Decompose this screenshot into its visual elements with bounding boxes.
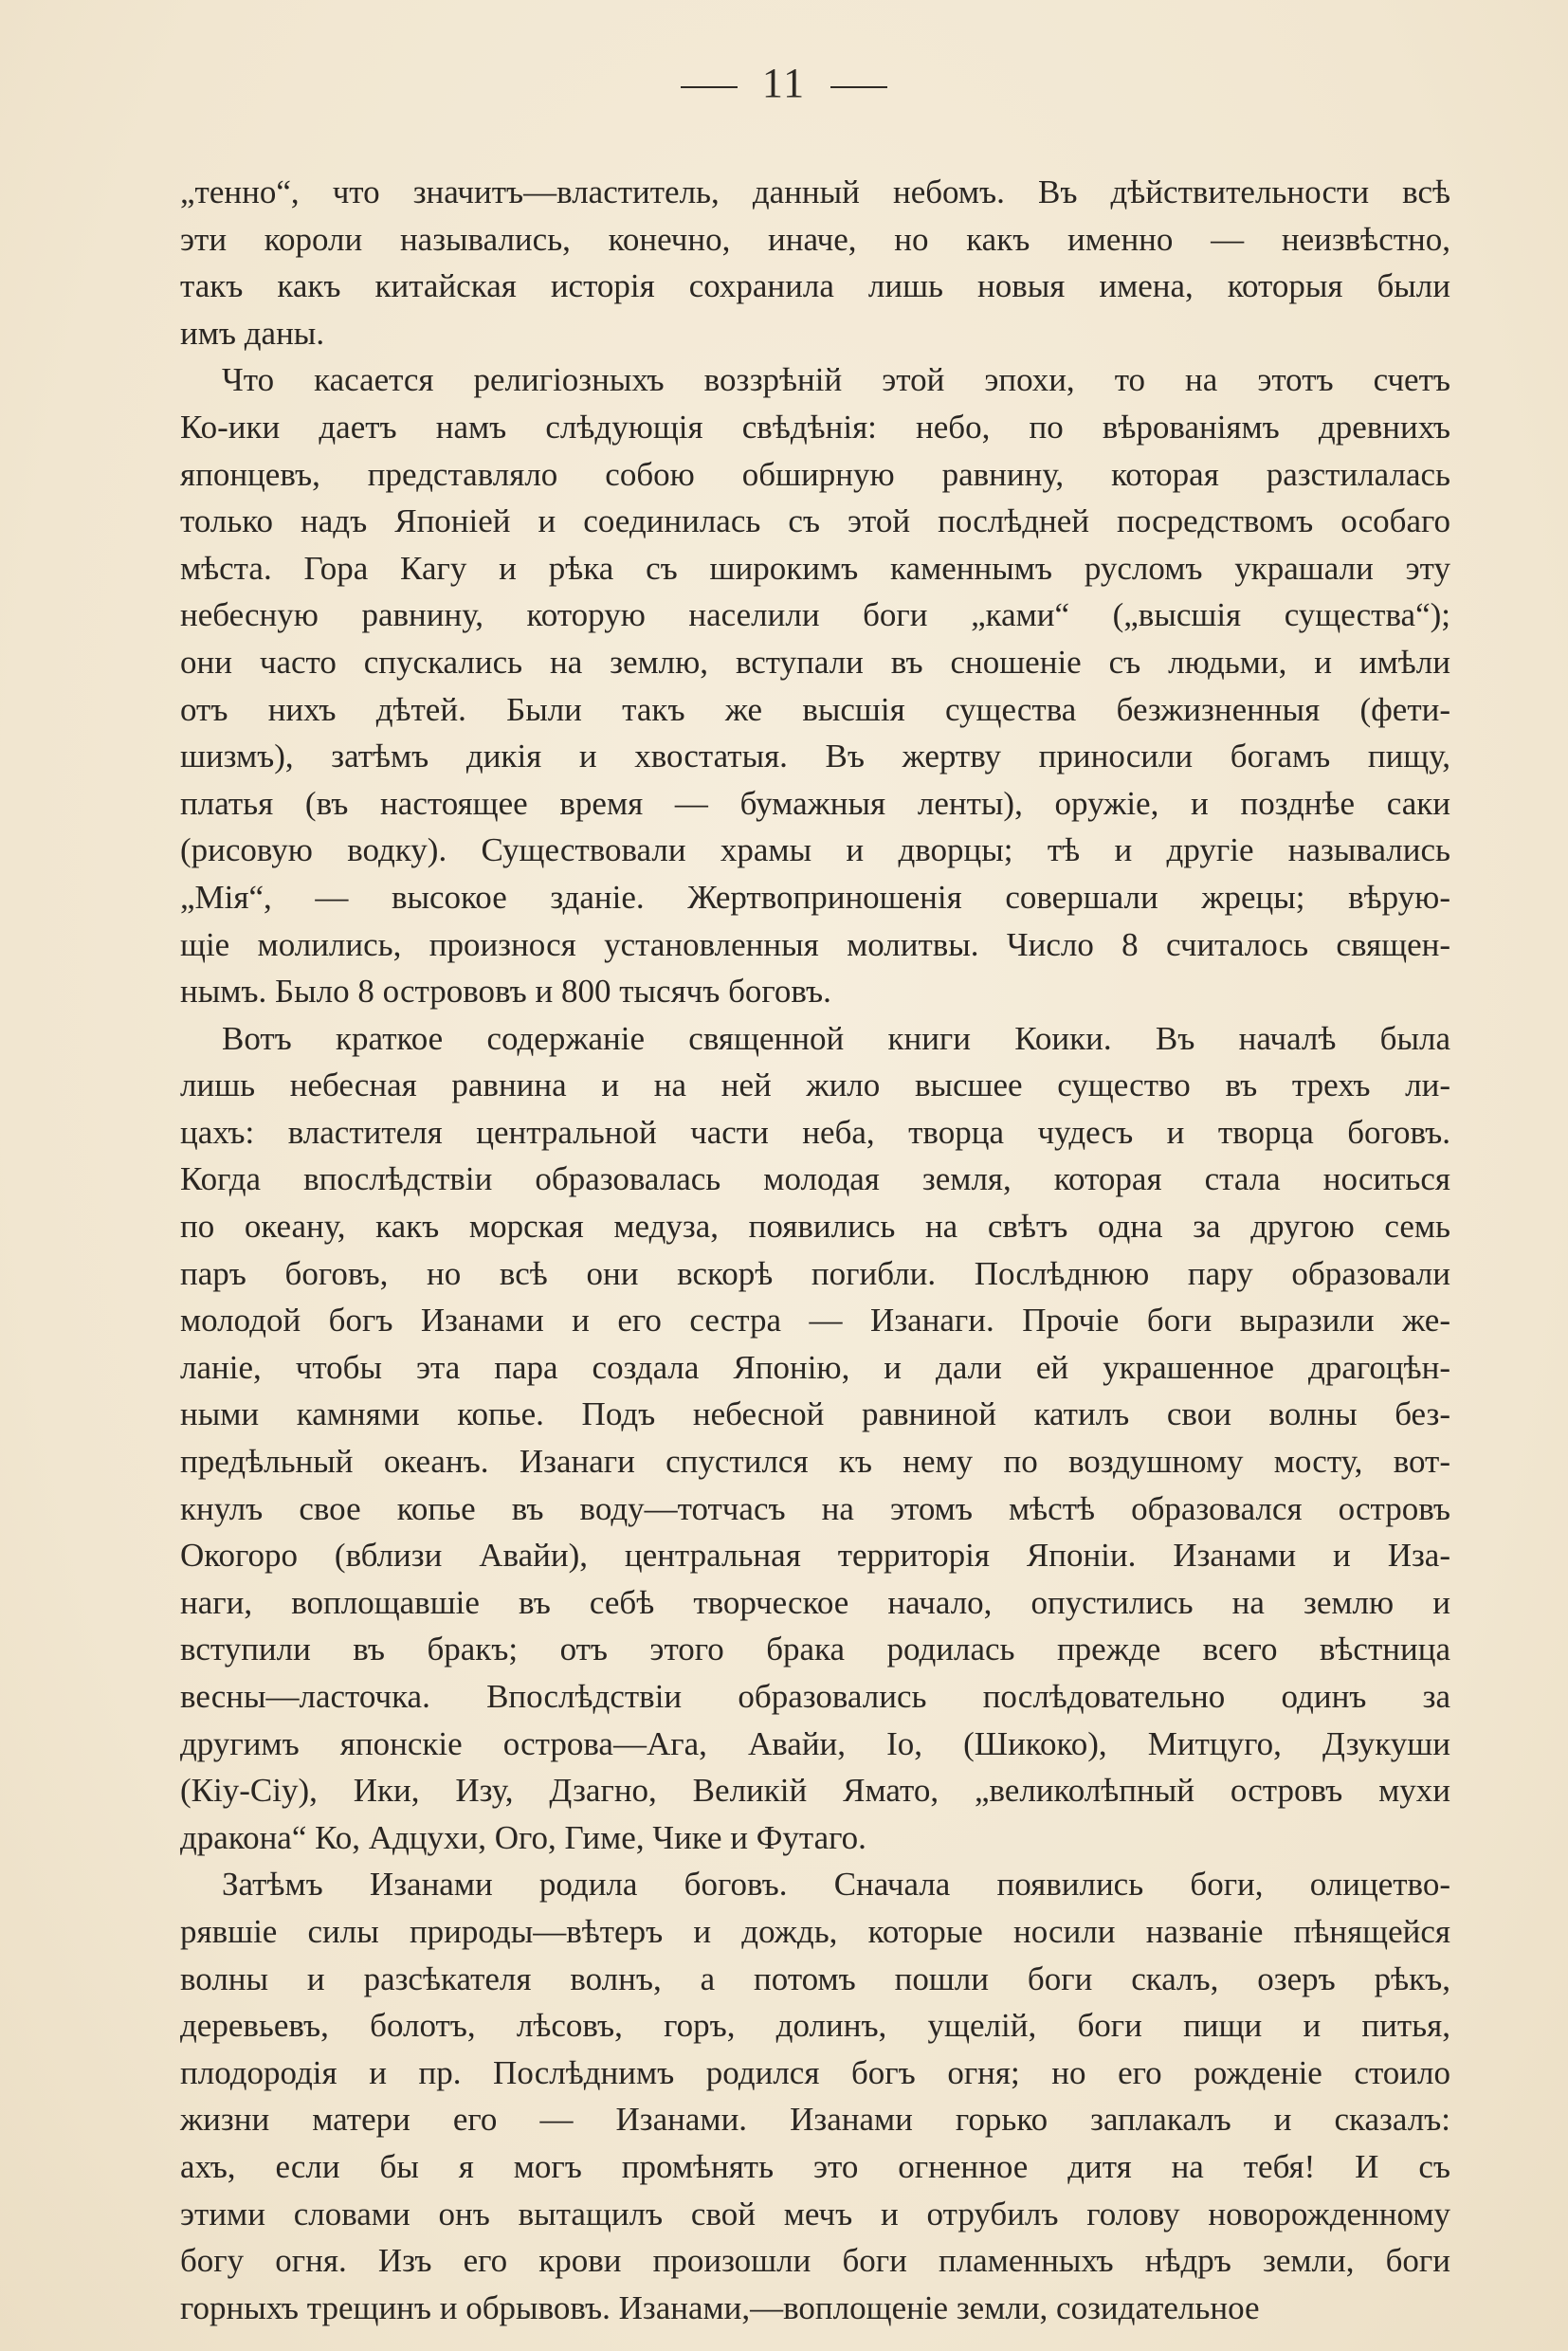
text-line: другимъ японскіе острова—Ага, Авайи, Іо, (Шикоко), Митцуго, Дзукуши	[180, 1724, 1450, 1762]
text-line: щіе молились, произнося установленныя молитвы. Число 8 считалось священ-	[180, 925, 1450, 963]
text-line: небесную равнину, которую населили боги „ками“ („высшія существа“);	[180, 596, 1450, 634]
text-line: ахъ, если бы я могъ промѣнять это огненное дитя на тебя! И съ	[180, 2147, 1450, 2185]
text-line: молодой богъ Изанами и его сестра — Изанаги. Прочіе боги выразили же-	[180, 1302, 1450, 1340]
paragraph	[180, 169, 1450, 356]
text-line: платья (въ настоящее время — бумажныя ленты), оружіе, и позднѣе саки	[180, 784, 1450, 822]
text-line: (рисовую водку). Существовали храмы и дворцы; тѣ и другіе назывались	[180, 831, 1450, 869]
text-line: Вотъ краткое содержаніе священной книги Коики. Въ началѣ была	[222, 1019, 1450, 1057]
text-line: мѣста. Гора Кагу и рѣка съ широкимъ каменнымъ русломъ украшали эту	[180, 549, 1450, 587]
page-number: 11	[761, 60, 807, 106]
text-line: Окогоро (вблизи Авайи), центральная территорія Японіи. Изанами и Иза-	[180, 1537, 1450, 1575]
paragraph	[180, 356, 1450, 1014]
text-line: имъ даны.	[180, 314, 325, 352]
text-line: по океану, какъ морская медуза, появились на свѣтъ одна за другою семь	[180, 1208, 1450, 1246]
text-line: отъ нихъ дѣтей. Были такъ же высшія существа безжизненныя (фети-	[180, 690, 1450, 728]
text-line: лишь небесная равнина и на ней жило высшее существо въ трехъ ли-	[180, 1066, 1450, 1104]
text-line: Затѣмъ Изанами родила боговъ. Сначала появились боги, олицетво-	[222, 1866, 1450, 1904]
text-line: шизмъ), затѣмъ дикія и хвостатыя. Въ жертву приносили богамъ пищу,	[180, 738, 1450, 775]
text-line: вступили въ бракъ; отъ этого брака родилась прежде всего вѣстница	[180, 1631, 1450, 1668]
paragraph	[180, 1861, 1450, 2331]
text-line: ланіе, чтобы эта пара создала Японію, и дали ей украшенное драгоцѣн-	[180, 1348, 1450, 1386]
text-line: кнулъ свое копье въ воду—тотчасъ на этомъ мѣстѣ образовался островъ	[180, 1489, 1450, 1527]
text-line: предѣльный океанъ. Изанаги спустился къ нему по воздушному мосту, вот-	[180, 1443, 1450, 1481]
text-line: Когда впослѣдствіи образовалась молодая земля, которая стала носиться	[180, 1160, 1450, 1198]
text-line: деревьевъ, болотъ, лѣсовъ, горъ, долинъ, ущелій, боги пищи и питья,	[180, 2007, 1450, 2045]
page-number-header	[0, 59, 1568, 107]
text-line: наги, воплощавшіе въ себѣ творческое начало, опустились на землю и	[180, 1583, 1450, 1621]
text-line: японцевъ, представляло собою обширную равнину, которая разстилалась	[180, 455, 1450, 493]
text-line: „Мія“, — высокое зданіе. Жертвоприношенія совершали жрецы; вѣрую-	[180, 878, 1450, 916]
text-line: эти короли назывались, конечно, иначе, но какъ именно — неизвѣстно,	[180, 220, 1450, 258]
text-line: Ко-ики даетъ намъ слѣдующія свѣдѣнія: небо, по вѣрованіямъ древнихъ	[180, 408, 1450, 446]
text-line: дракона“ Ко, Адцухи, Ого, Гиме, Чике и Футаго.	[180, 1818, 866, 1856]
text-line: богу огня. Изъ его крови произошли боги пламенныхъ нѣдръ земли, боги	[180, 2242, 1450, 2280]
text-line: нымъ. Было 8 острововъ и 800 тысячъ боговъ.	[180, 973, 831, 1011]
text-line: Что касается религіозныхъ воззрѣній этой эпохи, то на этотъ счетъ	[222, 361, 1450, 399]
text-line: такъ какъ китайская исторія сохранила лишь новыя имена, которыя были	[180, 267, 1450, 305]
text-line: ными камнями копье. Подъ небесной равниной катилъ свои волны без-	[180, 1395, 1450, 1433]
paragraph	[180, 1015, 1450, 1862]
text-line: (Кіу-Сіу), Ики, Изу, Дзагно, Великій Ямато, „великолѣпный островъ мухи	[180, 1772, 1450, 1810]
right-dash	[830, 86, 887, 88]
text-line: цахъ: властителя центральной части неба, творца чудесъ и творца боговъ.	[180, 1113, 1450, 1151]
text-line: паръ боговъ, но всѣ они вскорѣ погибли. Послѣднюю пару образовали	[180, 1254, 1450, 1292]
text-line: волны и разсѣкателя волнъ, а потомъ пошли боги скалъ, озеръ рѣкъ,	[180, 1959, 1450, 1997]
text-line: плодородія и пр. Послѣднимъ родился богъ огня; но его рожденіе стоило	[180, 2053, 1450, 2091]
left-dash	[681, 86, 738, 88]
text-line: рявшіе силы природы—вѣтеръ и дождь, которые носили названіе пѣнящейся	[180, 1912, 1450, 1950]
text-line: жизни матери его — Изанами. Изанами горько заплакалъ и сказалъ:	[180, 2101, 1450, 2139]
text-line: горныхъ трещинъ и обрывовъ. Изанами,—воплощеніе земли, созидательное	[180, 2288, 1260, 2326]
text-line: „тенно“, что значитъ—властитель, данный небомъ. Въ дѣйствительности всѣ	[180, 173, 1450, 210]
text-line: они часто спускались на землю, вступали въ сношеніе съ людьми, и имѣли	[180, 643, 1450, 681]
body-text	[180, 169, 1450, 2331]
text-line: этими словами онъ вытащилъ свой мечъ и отрубилъ голову новорожденному	[180, 2195, 1450, 2233]
text-line: только надъ Японіей и соединилась съ этой послѣдней посредствомъ особаго	[180, 502, 1450, 540]
text-line: весны—ласточка. Впослѣдствіи образовались послѣдовательно одинъ за	[180, 1678, 1450, 1715]
